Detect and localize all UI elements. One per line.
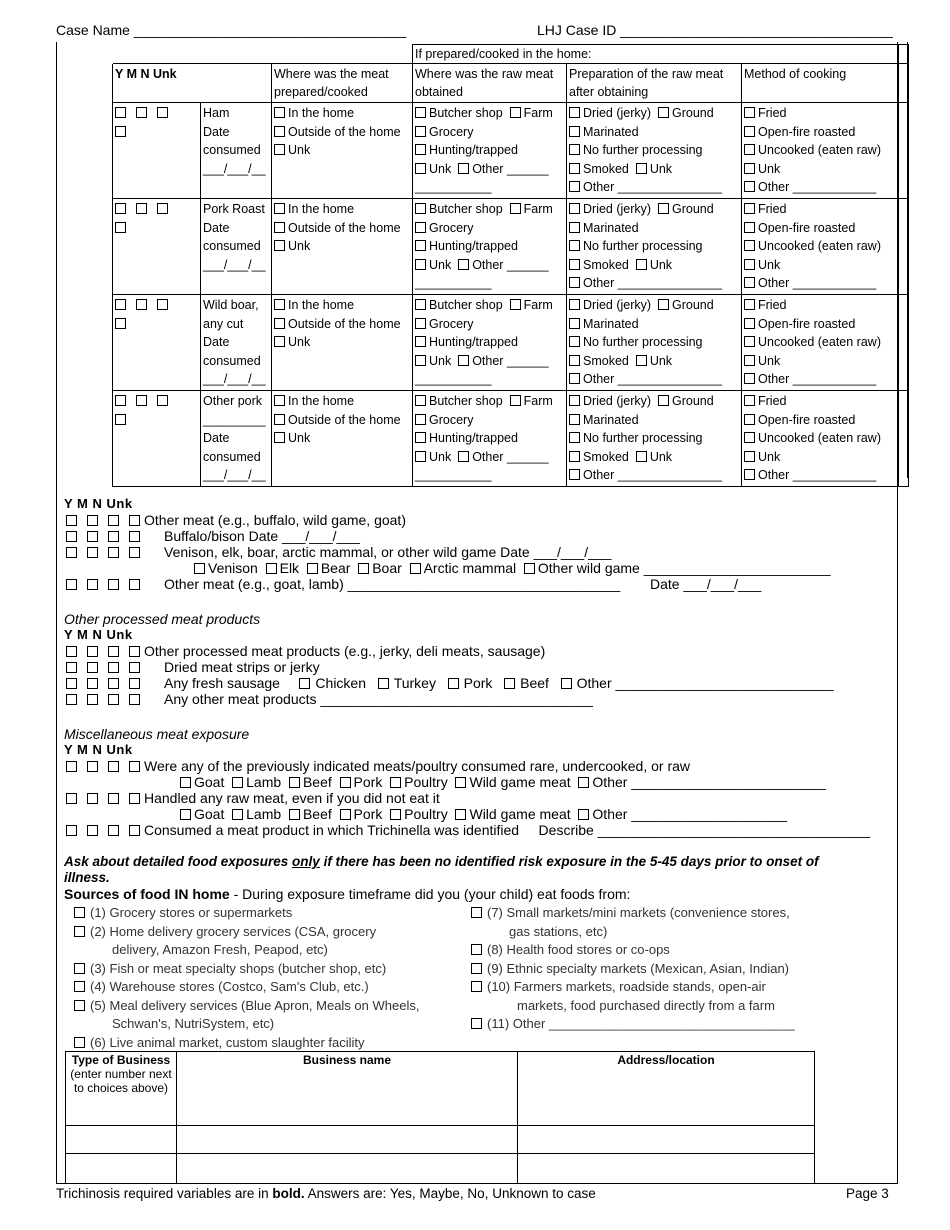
checkbox[interactable] — [108, 579, 119, 590]
checkbox[interactable] — [115, 222, 126, 233]
checkbox[interactable] — [744, 414, 755, 425]
checkbox[interactable] — [108, 678, 119, 689]
checkbox[interactable] — [744, 373, 755, 384]
checkbox[interactable] — [390, 809, 401, 820]
checkbox[interactable] — [415, 414, 426, 425]
checkbox[interactable] — [744, 107, 755, 118]
checkbox[interactable] — [274, 299, 285, 310]
checkbox[interactable] — [87, 825, 98, 836]
checkbox[interactable] — [744, 299, 755, 310]
checkbox[interactable] — [136, 299, 147, 310]
checkbox[interactable] — [115, 395, 126, 406]
checkbox[interactable] — [74, 926, 85, 937]
checkbox[interactable] — [299, 678, 310, 689]
checkbox[interactable] — [471, 944, 482, 955]
checkbox[interactable] — [744, 259, 755, 270]
checkbox[interactable] — [569, 395, 580, 406]
checkbox[interactable] — [744, 203, 755, 214]
checkbox[interactable] — [569, 277, 580, 288]
checkbox[interactable] — [66, 646, 77, 657]
checkbox[interactable] — [274, 126, 285, 137]
checkbox[interactable] — [415, 336, 426, 347]
checkbox[interactable] — [510, 203, 521, 214]
checkbox[interactable] — [307, 563, 318, 574]
checkbox[interactable] — [744, 144, 755, 155]
checkbox-unk[interactable] — [115, 126, 126, 137]
type-of-business-header: Type of Business (enter number next to choices above) — [66, 1052, 177, 1126]
checkbox[interactable] — [458, 163, 469, 174]
checkbox[interactable] — [274, 395, 285, 406]
checkbox[interactable] — [66, 531, 77, 542]
checkbox[interactable] — [415, 355, 426, 366]
checkbox[interactable] — [108, 662, 119, 673]
checkbox[interactable] — [569, 259, 580, 270]
checkbox[interactable] — [340, 809, 351, 820]
misc-q1-row: Were any of the previously indicated meats/poultry consumed rare, undercooked, or raw — [66, 758, 690, 774]
checkbox[interactable] — [274, 144, 285, 155]
meat-table — [112, 44, 909, 487]
checkbox[interactable] — [87, 694, 98, 705]
checkbox[interactable] — [744, 451, 755, 462]
checkbox[interactable] — [87, 547, 98, 558]
checkbox[interactable] — [108, 793, 119, 804]
checkbox-m[interactable] — [136, 107, 147, 118]
table-row: Other pork _________ Date consumed ___/___/__ In the home Outside of the home Unk Butcher shop Farm Grocery Hunting/trapped Unk Other ______ ___________ Dried (jerky) Ground Marinated No further processing Smoked Unk Other _______________ Fried Open-fire roasted Uncooked (eaten raw) Unk Other ____________ — [113, 390, 909, 486]
checkbox[interactable] — [744, 318, 755, 329]
checkbox[interactable] — [87, 793, 98, 804]
checkbox[interactable] — [87, 662, 98, 673]
misc-ymnu: Y M N Unk — [64, 742, 133, 757]
sausage-row: Any fresh sausage Chicken Turkey Pork Beef Other ____________________________ — [66, 675, 834, 691]
misc-title: Miscellaneous meat exposure — [64, 726, 250, 742]
checkbox[interactable] — [569, 336, 580, 347]
in-home-group-header: If prepared/cooked in the home: — [413, 45, 899, 64]
checkbox[interactable] — [274, 318, 285, 329]
processed-title: Other processed meat products — [64, 611, 261, 627]
checkbox[interactable] — [115, 203, 126, 214]
checkbox[interactable] — [274, 414, 285, 425]
checkbox[interactable] — [129, 646, 140, 657]
checkbox[interactable] — [636, 163, 647, 174]
checkbox[interactable] — [415, 318, 426, 329]
checkbox[interactable] — [180, 809, 191, 820]
checkbox[interactable] — [129, 515, 140, 526]
business-table-wrapper — [65, 1051, 815, 1184]
meat-table-wrapper — [112, 44, 909, 487]
misc-q2-row: Handled any raw meat, even if you did not eat it — [66, 790, 440, 806]
checkbox[interactable] — [390, 777, 401, 788]
checkbox[interactable] — [524, 563, 535, 574]
checkbox[interactable] — [744, 222, 755, 233]
checkbox-n[interactable] — [157, 107, 168, 118]
checkbox[interactable] — [510, 299, 521, 310]
checkbox[interactable] — [415, 144, 426, 155]
checkbox[interactable] — [569, 355, 580, 366]
checkbox[interactable] — [87, 678, 98, 689]
address-header: Address/location — [518, 1052, 815, 1126]
checkbox[interactable] — [471, 963, 482, 974]
checkbox[interactable] — [129, 825, 140, 836]
checkbox[interactable] — [274, 240, 285, 251]
footer-note: Trichinosis required variables are in bold. Answers are: Yes, Maybe, No, Unknown to case — [56, 1186, 596, 1201]
checkbox[interactable] — [415, 240, 426, 251]
checkbox[interactable] — [232, 809, 243, 820]
checkbox[interactable] — [108, 761, 119, 772]
checkbox[interactable] — [658, 107, 669, 118]
other-meat-row: Other meat (e.g., buffalo, wild game, goat) — [66, 512, 406, 528]
checkbox[interactable] — [66, 547, 77, 558]
checkbox[interactable] — [108, 694, 119, 705]
checkbox[interactable] — [578, 809, 589, 820]
checkbox[interactable] — [115, 318, 126, 329]
checkbox[interactable] — [415, 299, 426, 310]
business-name-header: Business name — [177, 1052, 518, 1126]
any-other-row: Any other meat products ___________________________________ — [66, 691, 593, 707]
checkbox[interactable] — [458, 259, 469, 270]
checkbox[interactable] — [744, 181, 755, 192]
other-meat-goat-row: Other meat (e.g., goat, lamb) ___________________________________ — [66, 576, 620, 592]
checkbox[interactable] — [569, 432, 580, 443]
misc-q1-options: Goat Lamb Beef Pork Poultry Wild game meat Other _________________________ — [180, 774, 826, 790]
checkbox[interactable] — [569, 181, 580, 192]
sources-left: (1) Grocery stores or supermarkets (2) Home delivery grocery services (CSA, grocery delivery, Amazon Fresh, Peapod, etc) (3) Fish or meat specialty shops (butcher shop, etc) (4) Warehouse stores (Costco, Sam's Club, etc.) (5) Meal delivery services (Blue Apron, Meals on Wheels, Schwan's, NutriSystem, etc) (6) Live animal market, custom slaughter facility — [74, 904, 419, 1052]
checkbox[interactable] — [569, 222, 580, 233]
checkbox[interactable] — [658, 395, 669, 406]
checkbox[interactable] — [471, 1018, 482, 1029]
checkbox[interactable] — [136, 395, 147, 406]
checkbox[interactable] — [410, 563, 421, 574]
checkbox[interactable] — [415, 126, 426, 137]
checkbox[interactable] — [636, 259, 647, 270]
checkbox[interactable] — [744, 163, 755, 174]
checkbox[interactable] — [569, 144, 580, 155]
checkbox[interactable] — [289, 777, 300, 788]
checkbox[interactable] — [378, 678, 389, 689]
checkbox[interactable] — [471, 981, 482, 992]
buffalo-row: Buffalo/bison Date ___/___/___ — [66, 528, 360, 544]
checkbox[interactable] — [66, 515, 77, 526]
sources-heading: Sources of food IN home - During exposure timeframe did you (your child) eat foods from: — [64, 886, 631, 902]
checkbox[interactable] — [471, 907, 482, 918]
checkbox[interactable] — [510, 107, 521, 118]
checkbox[interactable] — [636, 355, 647, 366]
checkbox[interactable] — [74, 963, 85, 974]
checkbox[interactable] — [129, 531, 140, 542]
col-raw-obtained: Where was the raw meat obtained — [413, 64, 567, 103]
checkbox[interactable] — [658, 203, 669, 214]
checkbox[interactable] — [415, 163, 426, 174]
ymnu-header: Y M N Unk — [113, 64, 272, 103]
checkbox[interactable] — [87, 579, 98, 590]
checkbox[interactable] — [108, 825, 119, 836]
checkbox[interactable] — [87, 515, 98, 526]
checkbox[interactable] — [129, 694, 140, 705]
checkbox[interactable] — [569, 373, 580, 384]
checkbox[interactable] — [108, 515, 119, 526]
checkbox[interactable] — [744, 432, 755, 443]
checkbox[interactable] — [274, 107, 285, 118]
checkbox[interactable] — [232, 777, 243, 788]
case-name-field[interactable]: Case Name ___________________________________ — [56, 22, 407, 38]
misc-q3-row: Consumed a meat product in which Trichinella was identified Describe ___________________________________ — [66, 822, 870, 838]
checkbox[interactable] — [274, 432, 285, 443]
checkbox[interactable] — [129, 761, 140, 772]
checkbox[interactable] — [569, 318, 580, 329]
checkbox[interactable] — [274, 203, 285, 214]
checkbox[interactable] — [66, 678, 77, 689]
checkbox[interactable] — [658, 299, 669, 310]
checkbox[interactable] — [180, 777, 191, 788]
checkbox[interactable] — [87, 531, 98, 542]
checkbox[interactable] — [136, 203, 147, 214]
col-where-prepared: Where was the meat prepared/cooked — [272, 64, 413, 103]
checkbox[interactable] — [157, 299, 168, 310]
venison-options: Venison Elk Bear Boar Arctic mammal Other wild game ________________________ — [194, 560, 831, 576]
table-row: Pork Roast Date consumed ___/___/__ In the home Outside of the home Unk Butcher shop Farm Grocery Hunting/trapped Unk Other ______ ___________ Dried (jerky) Ground Marinated No further processing Smoked Unk Other _______________ Fried Open-fire roasted Uncooked (eaten raw) Unk Other ____________ — [113, 198, 909, 294]
misc-q2-options: Goat Lamb Beef Pork Poultry Wild game meat Other ____________________ — [180, 806, 787, 822]
checkbox[interactable] — [129, 579, 140, 590]
checkbox[interactable] — [510, 395, 521, 406]
ask-instructions: Ask about detailed food exposures only if there has been no identified risk exposure in the 5-45 days prior to onset of illness. — [64, 854, 819, 885]
checkbox[interactable] — [340, 777, 351, 788]
sources-right: (7) Small markets/mini markets (convenience stores, gas stations, etc) (8) Health food stores or co-ops (9) Ethnic specialty markets (Mexican, Asian, Indian) (10) Farmers markets, roadside stands, open-air markets, food purchased directly from a farm (11) Other __________________________________ — [471, 904, 795, 1034]
checkbox[interactable] — [108, 547, 119, 558]
checkbox[interactable] — [415, 107, 426, 118]
checkbox[interactable] — [74, 1037, 85, 1048]
checkbox[interactable] — [66, 662, 77, 673]
checkbox[interactable] — [455, 777, 466, 788]
checkbox[interactable] — [744, 126, 755, 137]
frame-left — [56, 42, 57, 1184]
table-row: Ham Date consumed ___/___/__ In the home Outside of the home Unk Butcher shop Farm Grocery Hunting/trapped Unk Other ______ ___________ Dried (jerky) Ground Marinated No further processing Smoked Unk Other _______________ Fried Open-fire roasted Uncooked (eaten raw) Unk Other ____________ — [113, 103, 909, 199]
col-method: Method of cooking — [742, 64, 899, 103]
checkbox[interactable] — [66, 825, 77, 836]
checkbox[interactable] — [569, 163, 580, 174]
checkbox[interactable] — [744, 277, 755, 288]
checkbox[interactable] — [415, 432, 426, 443]
table-row: Wild boar, any cut Date consumed ___/___/__ In the home Outside of the home Unk Butcher shop Farm Grocery Hunting/trapped Unk Other ______ ___________ Dried (jerky) Ground Marinated No further processing Smoked Unk Other _______________ Fried Open-fire roasted Uncooked (eaten raw) Unk Other ____________ — [113, 294, 909, 390]
col-preparation: Preparation of the raw meat after obtaining — [567, 64, 742, 103]
processed-ymnu: Y M N Unk — [64, 627, 133, 642]
checkbox[interactable] — [87, 761, 98, 772]
page-number: Page 3 — [846, 1186, 889, 1201]
checkbox[interactable] — [458, 451, 469, 462]
other-meat-ymnu: Y M N Unk — [64, 496, 133, 511]
checkbox[interactable] — [415, 259, 426, 270]
checkbox[interactable] — [415, 203, 426, 214]
checkbox[interactable] — [415, 395, 426, 406]
checkbox[interactable] — [289, 809, 300, 820]
checkbox[interactable] — [744, 240, 755, 251]
checkbox[interactable] — [274, 222, 285, 233]
checkbox[interactable] — [561, 678, 572, 689]
checkbox[interactable] — [129, 793, 140, 804]
checkbox[interactable] — [569, 107, 580, 118]
checkbox[interactable] — [266, 563, 277, 574]
checkbox[interactable] — [74, 907, 85, 918]
business-table — [65, 1051, 815, 1184]
dried-row: Dried meat strips or jerky — [66, 659, 320, 675]
checkbox[interactable] — [455, 809, 466, 820]
checkbox[interactable] — [636, 451, 647, 462]
checkbox[interactable] — [129, 678, 140, 689]
checkbox[interactable] — [274, 336, 285, 347]
checkbox[interactable] — [66, 793, 77, 804]
checkbox[interactable] — [415, 451, 426, 462]
table-row — [66, 1126, 815, 1154]
checkbox[interactable] — [74, 981, 85, 992]
table-row — [66, 1154, 815, 1184]
checkbox[interactable] — [744, 469, 755, 480]
checkbox[interactable] — [358, 563, 369, 574]
processed-row: Other processed meat products (e.g., jerky, deli meats, sausage) — [66, 643, 545, 659]
checkbox[interactable] — [569, 299, 580, 310]
checkbox[interactable] — [578, 777, 589, 788]
checkbox[interactable] — [569, 126, 580, 137]
checkbox[interactable] — [569, 203, 580, 214]
checkbox[interactable] — [569, 414, 580, 425]
checkbox[interactable] — [66, 579, 77, 590]
checkbox[interactable] — [744, 355, 755, 366]
checkbox[interactable] — [74, 1000, 85, 1011]
lhj-case-id-field[interactable]: LHJ Case ID ___________________________________ — [537, 22, 893, 38]
checkbox[interactable] — [458, 355, 469, 366]
checkbox[interactable] — [108, 646, 119, 657]
checkbox[interactable] — [108, 531, 119, 542]
checkbox[interactable] — [129, 547, 140, 558]
checkbox-y[interactable] — [115, 107, 126, 118]
other-meat-date[interactable]: Date ___/___/___ — [650, 576, 762, 592]
checkbox[interactable] — [157, 203, 168, 214]
venison-row: Venison, elk, boar, arctic mammal, or other wild game Date ___/___/___ — [66, 544, 611, 560]
checkbox[interactable] — [744, 395, 755, 406]
checkbox[interactable] — [157, 395, 168, 406]
checkbox[interactable] — [569, 451, 580, 462]
checkbox[interactable] — [504, 678, 515, 689]
checkbox[interactable] — [87, 646, 98, 657]
checkbox[interactable] — [415, 222, 426, 233]
checkbox[interactable] — [129, 662, 140, 673]
checkbox[interactable] — [448, 678, 459, 689]
item-cell: Ham Date consumed ___/___/__ — [201, 103, 272, 199]
checkbox[interactable] — [115, 299, 126, 310]
checkbox[interactable] — [66, 694, 77, 705]
checkbox[interactable] — [569, 469, 580, 480]
checkbox[interactable] — [744, 336, 755, 347]
checkbox[interactable] — [194, 563, 205, 574]
checkbox[interactable] — [66, 761, 77, 772]
checkbox[interactable] — [569, 240, 580, 251]
checkbox[interactable] — [115, 414, 126, 425]
